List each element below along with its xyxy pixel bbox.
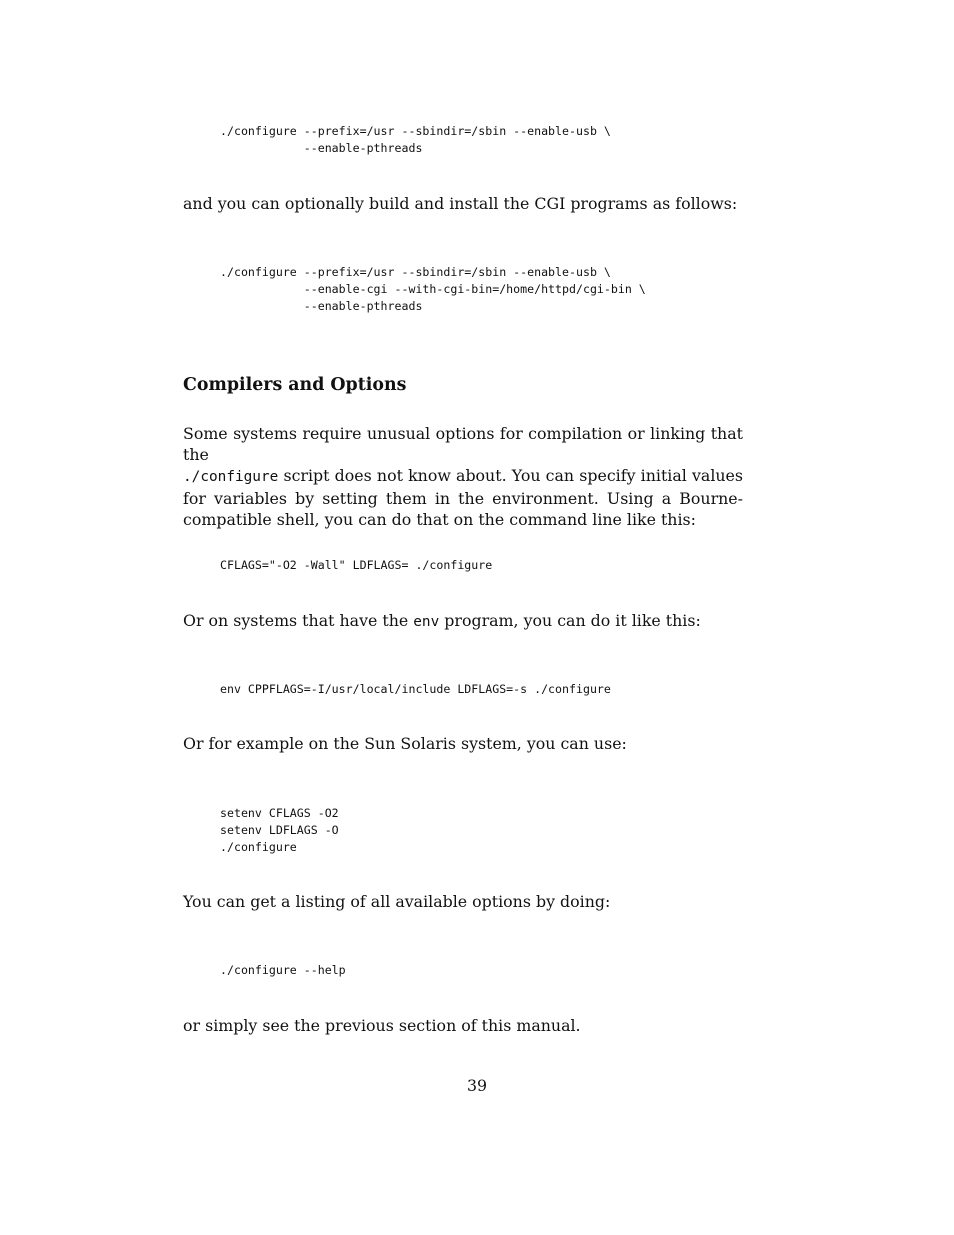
page-number: 39 <box>466 1076 488 1095</box>
paragraph-closing: or simply see the previous section of this manual. <box>183 1016 581 1035</box>
paragraph-text: Or on systems that have the <box>183 611 414 630</box>
section-heading: Compilers and Options <box>183 375 407 395</box>
code-line: ./configure --prefix=/usr --sbindir=/sbin --enable-usb \ <box>220 265 611 279</box>
code-line: --enable-pthreads <box>220 299 423 313</box>
paragraph-text: script does not know about. You can specify initial values for variables by setting them in the environment. Using a Bourne-compatible shell, you can do that on the command line like this: <box>183 466 743 529</box>
code-configure-cgi <box>220 264 646 315</box>
code-line: CFLAGS="-O2 -Wall" LDFLAGS= ./configure <box>220 558 493 572</box>
code-line: env CPPFLAGS=-I/usr/local/include LDFLAGS=-s ./configure <box>220 682 611 696</box>
paragraph-text: program, you can do it like this: <box>439 611 701 630</box>
code-help <box>220 962 346 979</box>
paragraph-solaris-intro: Or for example on the Sun Solaris system, you can use: <box>183 734 627 753</box>
code-line: --enable-cgi --with-cgi-bin=/home/httpd/cgi-bin \ <box>220 282 646 296</box>
code-line: setenv CFLAGS -O2 <box>220 806 339 820</box>
code-line: ./configure --prefix=/usr --sbindir=/sbin --enable-usb \ <box>220 124 611 138</box>
inline-code: ./configure <box>183 469 279 485</box>
code-solaris <box>220 805 339 856</box>
paragraph-compilers <box>183 423 743 530</box>
inline-code: env <box>413 614 440 630</box>
code-line: ./configure <box>220 840 297 854</box>
paragraph-cgi-intro: and you can optionally build and install the CGI programs as follows: <box>183 194 738 213</box>
code-env <box>220 681 611 698</box>
code-cflags <box>220 557 492 574</box>
code-line: setenv LDFLAGS -O <box>220 823 339 837</box>
code-line: ./configure --help <box>220 963 346 977</box>
paragraph-env-intro <box>183 610 743 633</box>
paragraph-text: Some systems require unusual options for compilation or linking that the <box>183 424 743 464</box>
code-configure-usb <box>220 123 611 157</box>
code-line: --enable-pthreads <box>220 141 423 155</box>
paragraph-help-intro: You can get a listing of all available options by doing: <box>183 892 611 911</box>
